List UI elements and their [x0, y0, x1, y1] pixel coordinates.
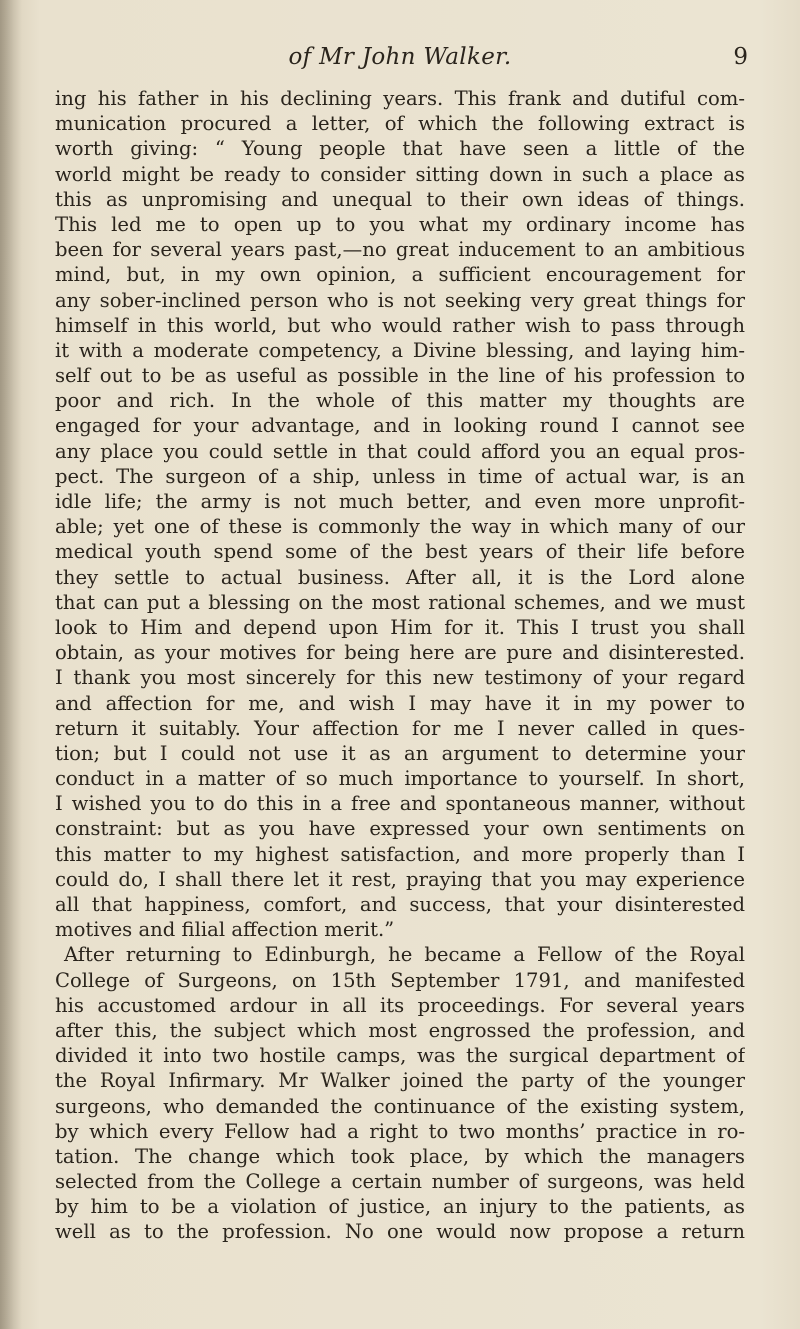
paragraph-start-line: After returning to Edinburgh, he became a Fellow of the Royal — [64, 943, 745, 967]
text-line: by which every Fellow had a right to two months’ practice in ro- — [55, 1119, 745, 1143]
text-line: that can put a blessing on the most rational schemes, and we must — [55, 590, 745, 614]
text-line: after this, the subject which most engrossed the profession, and — [55, 1018, 745, 1042]
page-number: 9 — [733, 44, 748, 70]
text-line: they settle to actual business. After all, it is the Lord alone — [55, 565, 745, 589]
text-line: this as unpromising and unequal to their own ideas of things. — [55, 187, 745, 211]
text-line: obtain, as your motives for being here are pure and disinterested. — [55, 641, 745, 665]
text-line: munication procured a letter, of which the following extract is — [55, 112, 745, 136]
text-line: the Royal Infirmary. Mr Walker joined the party of the younger — [55, 1069, 745, 1093]
running-title: of Mr John Walker. — [288, 44, 512, 70]
text-line: tation. The change which took place, by which the managers — [55, 1144, 745, 1168]
text-line: tion; but I could not use it as an argument to determine your — [55, 741, 745, 765]
text-line: this matter to my highest satisfaction, and more properly than I — [55, 842, 745, 866]
paragraph-end-line: motives and filial affection merit.” — [55, 918, 395, 942]
text-line: constraint: but as you have expressed your own sentiments on — [55, 817, 745, 841]
text-line: I thank you most sincerely for this new testimony of your regard — [55, 666, 745, 690]
text-line: his accustomed ardour in all its proceedings. For several years — [55, 993, 745, 1017]
text-line: could do, I shall there let it rest, praying that you may experience — [55, 867, 745, 891]
binding-gutter-shadow — [0, 0, 22, 1329]
text-line: return it suitably. Your affection for me I never called in ques- — [55, 716, 745, 740]
text-line: all that happiness, comfort, and success, that your disinterested — [55, 893, 745, 916]
text-line: This led me to open up to you what my ordinary income has — [55, 212, 745, 236]
text-line: self out to be as useful as possible in the line of his profession to — [55, 364, 745, 388]
text-line: any sober-inclined person who is not seeking very great things for — [55, 288, 745, 312]
text-line: surgeons, who demanded the continuance of the existing system, — [55, 1094, 745, 1118]
text-line: look to Him and depend upon Him for it. This I trust you shall — [55, 615, 745, 639]
page-header — [0, 44, 800, 74]
text-line: ing his father in his declining years. This frank and dutiful com- — [55, 87, 745, 110]
text-line: himself in this world, but who would rather wish to pass through — [55, 313, 745, 337]
text-line: been for several years past,—no great inducement to an ambitious — [55, 238, 745, 262]
text-line: selected from the College a certain number of surgeons, was held — [55, 1170, 745, 1194]
text-line: College of Surgeons, on 15th September 1791, and manifested — [55, 968, 745, 992]
text-line: by him to be a violation of justice, an injury to the patients, as — [55, 1195, 745, 1219]
text-line: any place you could settle in that could afford you an equal pros- — [55, 439, 745, 463]
text-line: well as to the profession. No one would now propose a return — [55, 1220, 745, 1244]
text-line: divided it into two hostile camps, was the surgical department of — [55, 1044, 745, 1068]
text-line: worth giving: “ Young people that have seen a little of the — [55, 137, 745, 161]
text-line: mind, but, in my own opinion, a sufficient encouragement for — [55, 263, 745, 287]
text-line: idle life; the army is not much better, and even more unprofit- — [55, 490, 745, 513]
text-line: world might be ready to consider sitting down in such a place as — [55, 162, 745, 186]
text-line: conduct in a matter of so much importance to yourself. In short, — [55, 767, 745, 791]
text-line: medical youth spend some of the best years of their life before — [55, 540, 745, 564]
text-line: poor and rich. In the whole of this matter my thoughts are — [55, 389, 745, 413]
body-text — [55, 86, 745, 1245]
text-line: engaged for your advantage, and in looking round I cannot see — [55, 414, 745, 438]
text-line: able; yet one of these is commonly the way in which many of our — [55, 515, 745, 539]
text-line: and affection for me, and wish I may have it in my power to — [55, 691, 745, 715]
text-line: I wished you to do this in a free and spontaneous manner, without — [55, 792, 745, 816]
text-line: pect. The surgeon of a ship, unless in time of actual war, is an — [55, 464, 745, 488]
text-line: it with a moderate competency, a Divine blessing, and laying him- — [55, 338, 745, 362]
